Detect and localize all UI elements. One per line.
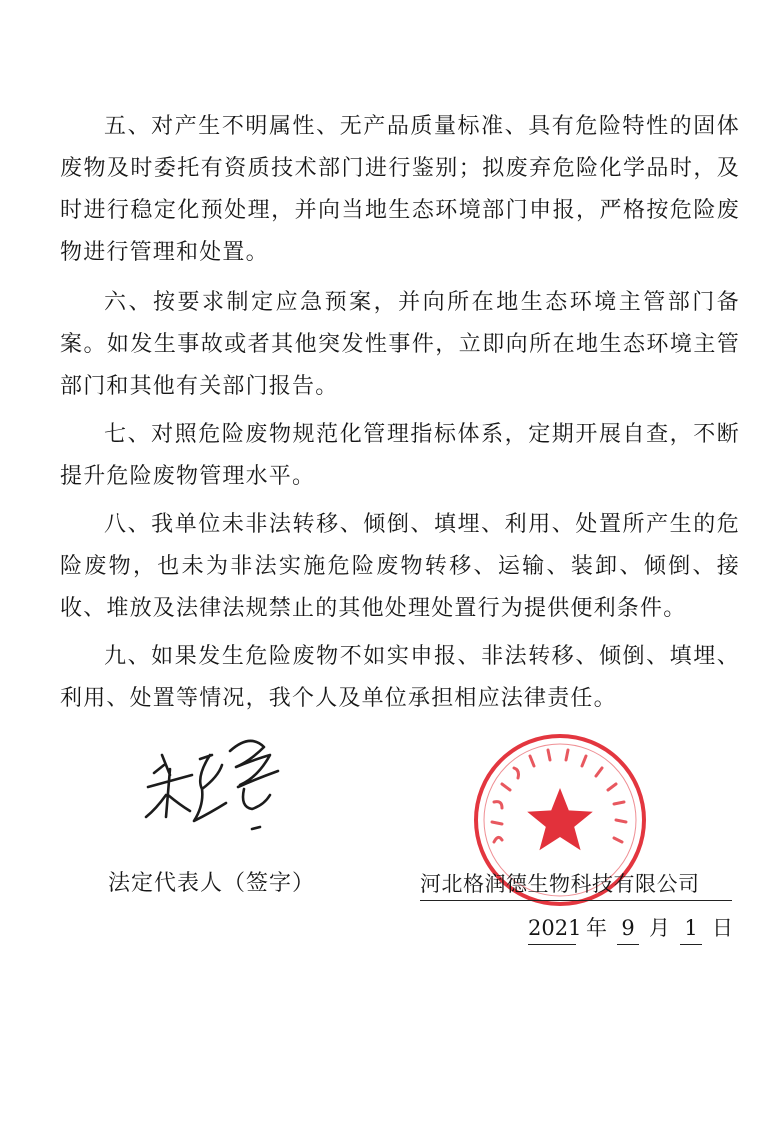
handwritten-signature xyxy=(140,725,300,835)
date-month: 9 xyxy=(617,912,639,945)
date-day-unit: 日 xyxy=(712,916,733,940)
date-month-unit: 月 xyxy=(649,916,670,940)
paragraph-6: 六、按要求制定应急预案，并向所在地生态环境主管部门备案。如发生事故或者其他突发性事件，立即向所在地生态环境主管部门和其他有关部门报告。 xyxy=(60,290,740,399)
paragraph-9: 九、如果发生危险废物不如实申报、非法转移、倾倒、填埋、利用、处置等情况，我个人及单位承担相应法律责任。 xyxy=(60,644,740,711)
paragraph-5: 五、对产生不明属性、无产品质量标准、具有危险特性的固体废物及时委托有资质技术部门进行鉴别；拟废弃危险化学品时，及时进行稳定化预处理，并向当地生态环境部门申报，严格按危险废物进行管理和处置。 xyxy=(60,114,740,265)
paragraph-7: 七、对照危险废物规范化管理指标体系，定期开展自查，不断提升危险废物管理水平。 xyxy=(60,422,740,489)
paragraph-8: 八、我单位未非法转移、倾倒、填埋、利用、处置所产生的危险废物，也未为非法实施危险废物转移、运输、装卸、倾倒、接收、堆放及法律法规禁止的其他处理处置行为提供便利条件。 xyxy=(60,512,740,621)
signing-date xyxy=(528,912,743,945)
date-year-unit: 年 xyxy=(586,916,607,940)
commitment-body xyxy=(60,106,740,726)
date-year: 2021 xyxy=(528,912,576,945)
date-day: 1 xyxy=(680,912,702,945)
company-name: 河北格润德生物科技有限公司 xyxy=(420,868,732,901)
seal-star-icon xyxy=(527,788,593,850)
legal-representative-label: 法定代表人（签字） xyxy=(108,871,316,896)
